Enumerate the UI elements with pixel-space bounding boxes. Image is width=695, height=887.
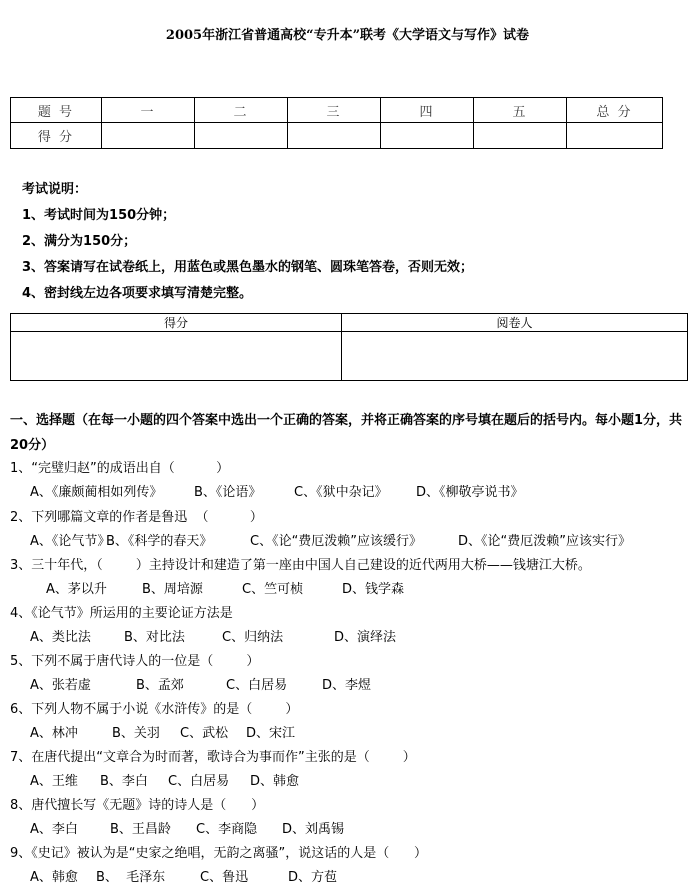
- answer-option: B、王昌龄: [110, 822, 171, 837]
- answer-option: B、对比法: [124, 630, 185, 645]
- answer-option: C、竺可桢: [242, 582, 304, 597]
- score-cell[interactable]: [102, 123, 195, 149]
- answer-option: D、宋江: [246, 726, 296, 741]
- answer-option: B、孟郊: [136, 678, 184, 693]
- score-cell[interactable]: [567, 123, 663, 149]
- answer-option: A、张若虚: [30, 678, 91, 693]
- score-cell[interactable]: [381, 123, 474, 149]
- answer-option: A、林冲: [30, 726, 78, 741]
- exam-instructions: [22, 177, 473, 307]
- grader-table: [10, 313, 688, 381]
- grader-table-header-row: [11, 314, 688, 332]
- answer-option: A、王维: [30, 774, 78, 789]
- question-text: 1、“完璧归赵”的成语出自（ ）: [10, 461, 230, 476]
- grader-name-cell[interactable]: [342, 332, 688, 381]
- score-cell[interactable]: [474, 123, 567, 149]
- answer-option: D、《柳敬亭说书》: [416, 485, 524, 500]
- answer-option: C、《狱中杂记》: [294, 485, 388, 500]
- question-text: 9、《史记》被认为是“史家之绝唱，无韵之离骚”，说这话的人是（ ）: [10, 846, 428, 861]
- score-table-header-cell: 题 号: [11, 98, 102, 123]
- answer-option: D、韩愈: [250, 774, 300, 789]
- answer-option: B、关羽: [112, 726, 160, 741]
- exam-title: 2005年浙江省普通高校“专升本”联考《大学语文与写作》试卷: [165, 28, 530, 43]
- answer-option: D、《论“费厄泼赖”应该实行》: [458, 534, 631, 549]
- answer-option: B、《论语》: [194, 485, 262, 500]
- question-text: 3、三十年代，（ ）主持设计和建造了第一座由中国人自己建设的近代两用大桥——钱塘江大桥。: [10, 558, 591, 573]
- question-text: 4、《论气节》所运用的主要论证方法是: [10, 606, 233, 621]
- score-table: [10, 97, 663, 149]
- score-table-header-cell: 二: [195, 98, 288, 123]
- instruction-item: 1、考试时间为150分钟；: [22, 208, 176, 223]
- answer-option: C、武松: [180, 726, 229, 741]
- answer-option: D、方苞: [288, 870, 338, 885]
- answer-option: B、 毛泽东: [96, 870, 166, 885]
- score-table-header-cell: 四: [381, 98, 474, 123]
- grader-name-header: 阅卷人: [342, 314, 688, 332]
- answer-option: A、李白: [30, 822, 78, 837]
- grader-table-body-row: [11, 332, 688, 381]
- section-1-heading: 一、选择题（在每一小题的四个答案中选出一个正确的答案，并将正确答案的序号填在题后的括号内。每小题1分，共20分）: [10, 413, 683, 453]
- score-cell[interactable]: [195, 123, 288, 149]
- answer-option: D、演绎法: [334, 630, 397, 645]
- answer-option: B、《科学的春天》: [106, 534, 213, 549]
- question-text: 7、在唐代提出“文章合为时而著，歌诗合为事而作”主张的是（ ）: [10, 750, 416, 765]
- grader-score-header: 得分: [11, 314, 342, 332]
- grader-score-cell[interactable]: [11, 332, 342, 381]
- instruction-item: 3、答案请写在试卷纸上，用蓝色或黑色墨水的钢笔、圆珠笔答卷，否则无效；: [22, 260, 474, 275]
- answer-option: B、周培源: [142, 582, 203, 597]
- instructions-heading: 考试说明：: [22, 182, 88, 197]
- answer-option: A、韩愈: [30, 870, 78, 885]
- answer-option: C、白居易: [226, 678, 288, 693]
- question-text: 6、下列人物不属于小说《水浒传》的是（ ）: [10, 702, 299, 717]
- answer-option: A、《论气节》: [30, 534, 111, 549]
- score-row-label: 得 分: [11, 123, 102, 149]
- score-table-header-cell: 五: [474, 98, 567, 123]
- question-text: 5、下列不属于唐代诗人的一位是（ ）: [10, 654, 260, 669]
- answer-option: B、李白: [100, 774, 148, 789]
- answer-option: D、钱学森: [342, 582, 405, 597]
- instruction-item: 2、满分为150分；: [22, 234, 137, 249]
- answer-option: C、李商隐: [196, 822, 258, 837]
- score-table-header-cell: 一: [102, 98, 195, 123]
- answer-option: A、类比法: [30, 630, 91, 645]
- score-table-score-row: [11, 123, 663, 149]
- score-table-header-cell: 三: [288, 98, 381, 123]
- score-cell[interactable]: [288, 123, 381, 149]
- answer-option: C、归纳法: [222, 630, 284, 645]
- answer-option: D、李煜: [322, 678, 372, 693]
- answer-option: A、《廉颇蔺相如列传》: [30, 485, 163, 500]
- answer-option: A、茅以升: [46, 582, 107, 597]
- question-text: 8、唐代擅长写《无题》诗的诗人是（ ）: [10, 798, 265, 813]
- answer-option: C、白居易: [168, 774, 230, 789]
- score-table-header-row: [11, 98, 663, 123]
- answer-option: C、鲁迅: [200, 870, 249, 885]
- answer-option: D、刘禹锡: [282, 822, 345, 837]
- answer-option: C、《论“费厄泼赖”应该缓行》: [250, 534, 423, 549]
- question-text: 2、下列哪篇文章的作者是鲁迅 （ ）: [10, 510, 263, 525]
- score-table-header-cell: 总 分: [567, 98, 663, 123]
- instruction-item: 4、密封线左边各项要求填写清楚完整。: [22, 286, 253, 301]
